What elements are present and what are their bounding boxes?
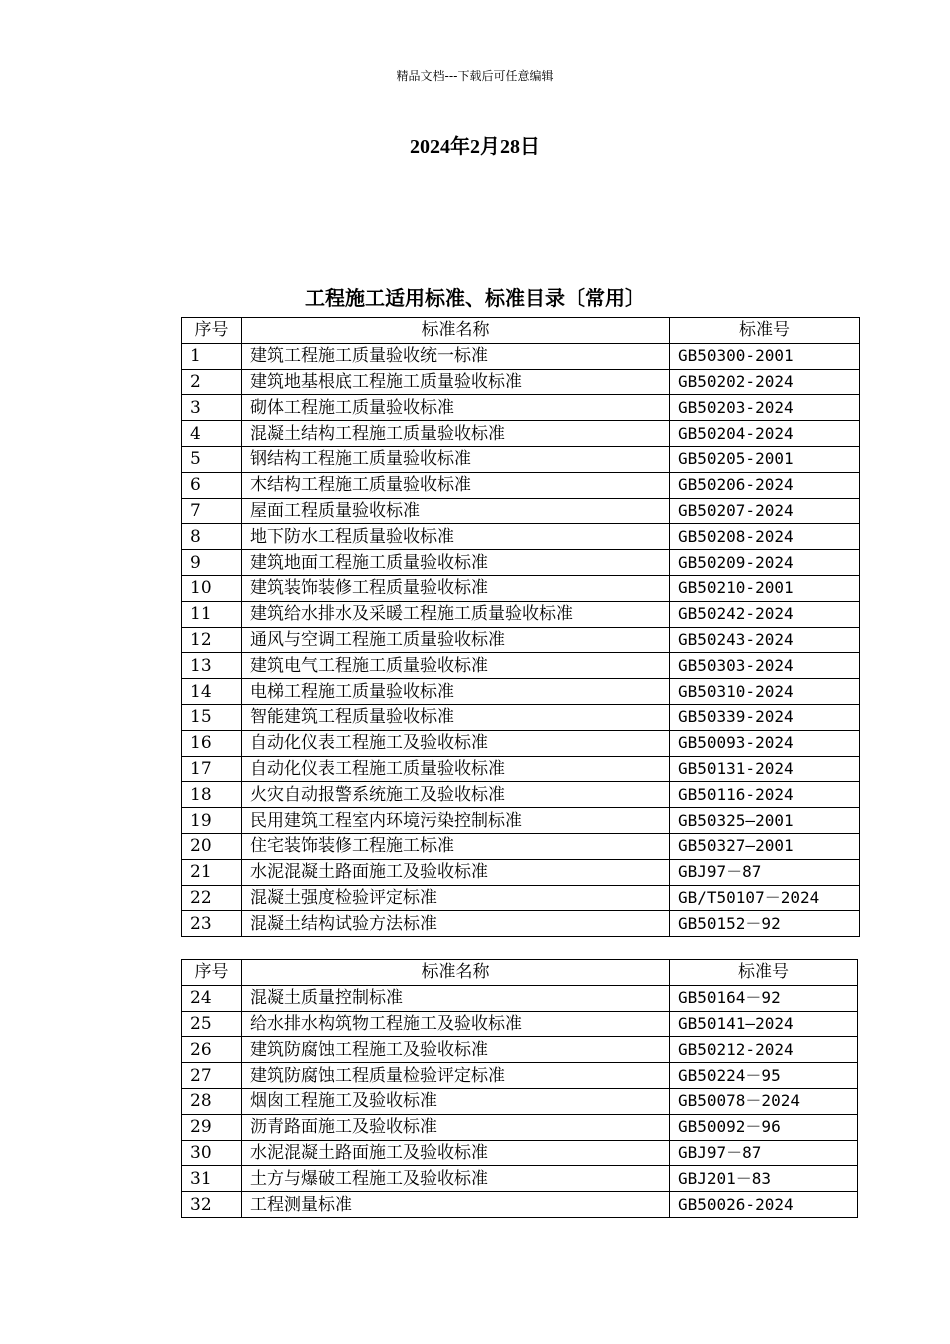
- row-index: 32: [182, 1192, 242, 1218]
- row-index: 2: [182, 369, 242, 395]
- table-row: [182, 421, 860, 447]
- row-index: 30: [182, 1140, 242, 1166]
- standard-name: 沥青路面施工及验收标准: [242, 1114, 670, 1140]
- standard-name: 智能建筑工程质量验收标准: [242, 704, 670, 730]
- standard-code: GBJ201－83: [670, 1166, 858, 1192]
- row-index: 16: [182, 730, 242, 756]
- standard-name: 自动化仪表工程施工质量验收标准: [242, 756, 670, 782]
- standard-code: GB50242-2024: [670, 601, 860, 627]
- standard-code: GB50203-2024: [670, 395, 860, 421]
- standards-table-1: [181, 317, 860, 937]
- row-index: 9: [182, 550, 242, 576]
- row-index: 5: [182, 446, 242, 472]
- standard-code: GB50206-2024: [670, 472, 860, 498]
- standard-code: GB50131-2024: [670, 756, 860, 782]
- standard-name: 混凝土强度检验评定标准: [242, 885, 670, 911]
- table-row: [182, 446, 860, 472]
- standard-code: GB50339-2024: [670, 704, 860, 730]
- table-row: [182, 833, 860, 859]
- standard-name: 混凝土结构工程施工质量验收标准: [242, 421, 670, 447]
- standard-code: GB50164－92: [670, 985, 858, 1011]
- standard-code: GB50327—2001: [670, 833, 860, 859]
- standard-name: 建筑装饰装修工程质量验收标准: [242, 575, 670, 601]
- row-index: 13: [182, 653, 242, 679]
- table-row: [182, 1192, 858, 1218]
- standard-name: 木结构工程施工质量验收标准: [242, 472, 670, 498]
- table-row: [182, 1140, 858, 1166]
- standard-name: 砌体工程施工质量验收标准: [242, 395, 670, 421]
- standard-code: GB50207-2024: [670, 498, 860, 524]
- table-header-row: [182, 318, 860, 344]
- standard-code: GB50243-2024: [670, 627, 860, 653]
- standard-name: 烟囱工程施工及验收标准: [242, 1088, 670, 1114]
- standard-code: GB50212-2024: [670, 1037, 858, 1063]
- standard-name: 建筑工程施工质量验收统一标准: [242, 343, 670, 369]
- standard-code: GB50209-2024: [670, 550, 860, 576]
- row-index: 14: [182, 679, 242, 705]
- table-row: [182, 601, 860, 627]
- header-note: 精品文档---下载后可任意编辑: [396, 69, 554, 83]
- standard-code: GB50310-2024: [670, 679, 860, 705]
- row-index: 15: [182, 704, 242, 730]
- table-row: [182, 395, 860, 421]
- standard-name: 建筑防腐蚀工程施工及验收标准: [242, 1037, 670, 1063]
- column-header-index: 序号: [182, 960, 242, 986]
- column-header-code: 标准号: [670, 318, 860, 344]
- table-row: [182, 756, 860, 782]
- row-index: 18: [182, 782, 242, 808]
- standard-name: 自动化仪表工程施工及验收标准: [242, 730, 670, 756]
- table-row: [182, 808, 860, 834]
- standard-code: GB50092－96: [670, 1114, 858, 1140]
- standard-code: GB50141—2024: [670, 1011, 858, 1037]
- standard-code: GB50026-2024: [670, 1192, 858, 1218]
- standard-code: GB50300-2001: [670, 343, 860, 369]
- row-index: 27: [182, 1063, 242, 1089]
- standard-name: 水泥混凝土路面施工及验收标准: [242, 1140, 670, 1166]
- table-header-row: [182, 960, 858, 986]
- standards-table-2: [181, 959, 858, 1218]
- table-row: [182, 679, 860, 705]
- standard-code: GBJ97－87: [670, 1140, 858, 1166]
- row-index: 23: [182, 911, 242, 937]
- standard-code: GBJ97－87: [670, 859, 860, 885]
- standard-name: 住宅装饰装修工程施工标准: [242, 833, 670, 859]
- table-row: [182, 911, 860, 937]
- standard-code: GB50303-2024: [670, 653, 860, 679]
- row-index: 12: [182, 627, 242, 653]
- standard-code: GB50210-2001: [670, 575, 860, 601]
- standard-name: 电梯工程施工质量验收标准: [242, 679, 670, 705]
- row-index: 21: [182, 859, 242, 885]
- table-row: [182, 985, 858, 1011]
- standard-name: 火灾自动报警系统施工及验收标准: [242, 782, 670, 808]
- row-index: 20: [182, 833, 242, 859]
- row-index: 11: [182, 601, 242, 627]
- standard-name: 混凝土质量控制标准: [242, 985, 670, 1011]
- table-row: [182, 1011, 858, 1037]
- standard-code: GB50325—2001: [670, 808, 860, 834]
- row-index: 29: [182, 1114, 242, 1140]
- table-row: [182, 472, 860, 498]
- row-index: 3: [182, 395, 242, 421]
- table-row: [182, 343, 860, 369]
- standard-name: 水泥混凝土路面施工及验收标准: [242, 859, 670, 885]
- table-row: [182, 653, 860, 679]
- standard-name: 工程测量标准: [242, 1192, 670, 1218]
- standard-code: GB50152－92: [670, 911, 860, 937]
- column-header-index: 序号: [182, 318, 242, 344]
- standard-name: 屋面工程质量验收标准: [242, 498, 670, 524]
- table-row: [182, 524, 860, 550]
- standard-name: 建筑地基根底工程施工质量验收标准: [242, 369, 670, 395]
- table-row: [182, 782, 860, 808]
- table-row: [182, 885, 860, 911]
- standard-code: GB50204-2024: [670, 421, 860, 447]
- standard-name: 建筑给水排水及采暖工程施工质量验收标准: [242, 601, 670, 627]
- table-row: [182, 1114, 858, 1140]
- row-index: 26: [182, 1037, 242, 1063]
- row-index: 6: [182, 472, 242, 498]
- standard-name: 混凝土结构试验方法标准: [242, 911, 670, 937]
- row-index: 17: [182, 756, 242, 782]
- document-title: 工程施工适用标准、标准目录〔常用〕: [305, 286, 645, 310]
- row-index: 24: [182, 985, 242, 1011]
- document-date: 2024年2月28日: [410, 136, 540, 158]
- standard-name: 地下防水工程质量验收标准: [242, 524, 670, 550]
- row-index: 4: [182, 421, 242, 447]
- table-row: [182, 1088, 858, 1114]
- standard-name: 钢结构工程施工质量验收标准: [242, 446, 670, 472]
- standard-code: GB50093-2024: [670, 730, 860, 756]
- table-row: [182, 498, 860, 524]
- table-row: [182, 704, 860, 730]
- row-index: 28: [182, 1088, 242, 1114]
- row-index: 25: [182, 1011, 242, 1037]
- row-index: 8: [182, 524, 242, 550]
- standard-code: GB50202-2024: [670, 369, 860, 395]
- standard-code: GB50078－2024: [670, 1088, 858, 1114]
- standard-name: 建筑防腐蚀工程质量检验评定标准: [242, 1063, 670, 1089]
- row-index: 10: [182, 575, 242, 601]
- column-header-code: 标准号: [670, 960, 858, 986]
- standard-name: 民用建筑工程室内环境污染控制标准: [242, 808, 670, 834]
- standard-code: GB/T50107－2024: [670, 885, 860, 911]
- table-row: [182, 730, 860, 756]
- row-index: 19: [182, 808, 242, 834]
- row-index: 31: [182, 1166, 242, 1192]
- table-row: [182, 1063, 858, 1089]
- row-index: 1: [182, 343, 242, 369]
- table-row: [182, 1037, 858, 1063]
- row-index: 22: [182, 885, 242, 911]
- column-header-name: 标准名称: [242, 960, 670, 986]
- column-header-name: 标准名称: [242, 318, 670, 344]
- standard-name: 建筑地面工程施工质量验收标准: [242, 550, 670, 576]
- row-index: 7: [182, 498, 242, 524]
- table-row: [182, 369, 860, 395]
- standard-code: GB50224－95: [670, 1063, 858, 1089]
- standard-name: 土方与爆破工程施工及验收标准: [242, 1166, 670, 1192]
- table-row: [182, 1166, 858, 1192]
- table-row: [182, 550, 860, 576]
- standard-code: GB50116-2024: [670, 782, 860, 808]
- standard-code: GB50205-2001: [670, 446, 860, 472]
- table-row: [182, 575, 860, 601]
- standard-name: 通风与空调工程施工质量验收标准: [242, 627, 670, 653]
- table-row: [182, 859, 860, 885]
- table-row: [182, 627, 860, 653]
- standard-name: 给水排水构筑物工程施工及验收标准: [242, 1011, 670, 1037]
- standard-code: GB50208-2024: [670, 524, 860, 550]
- standard-name: 建筑电气工程施工质量验收标准: [242, 653, 670, 679]
